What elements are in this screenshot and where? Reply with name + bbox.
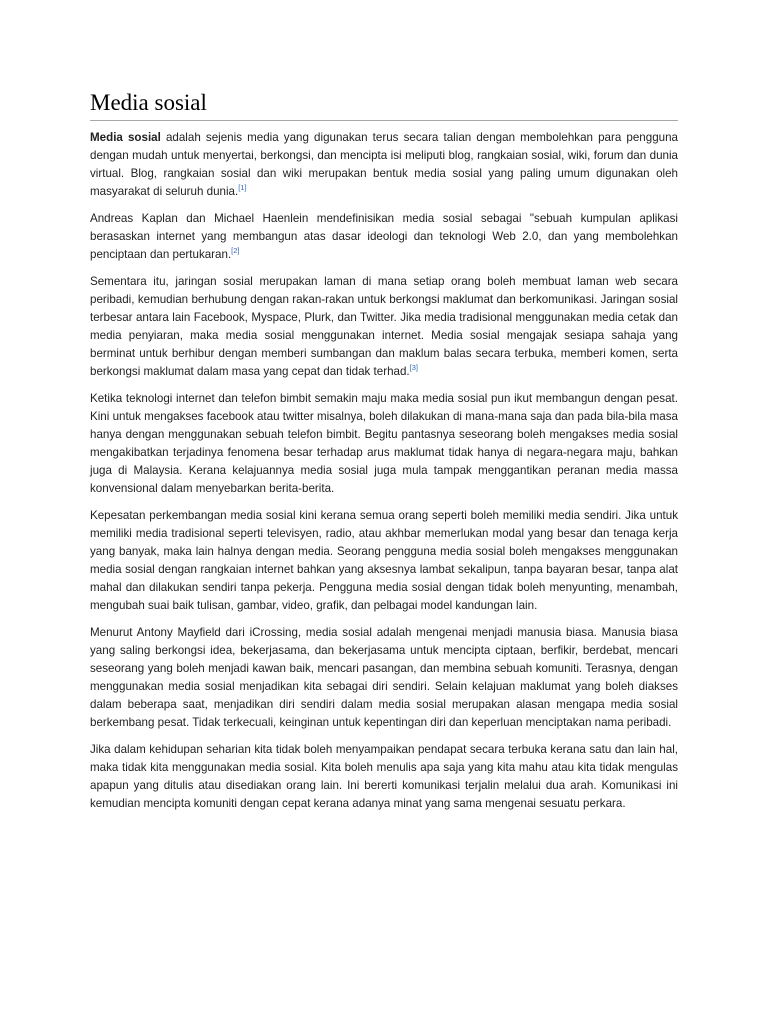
paragraph-text: Jika dalam kehidupan seharian kita tidak boleh menyampaikan pendapat secara terbuka kerana satu dan lain hal, maka tidak kita menggunakan media sosial. Kita boleh menulis apa saja yang kita mahu atau kita tidak mengulas apapun yang ditulis atau disediakan orang lain. Ini bererti komunikasi terjalin melalui dua arah. Komunikasi ini kemudian mencipta komuniti dengan cepat kerana adanya minat yang sama mengenai sesuatu perkara. xyxy=(90,743,678,810)
paragraph-4 xyxy=(90,390,678,498)
article xyxy=(90,88,678,822)
paragraph-3 xyxy=(90,273,678,381)
article-title: Media sosial xyxy=(90,88,678,121)
reference-link[interactable]: [3] xyxy=(409,363,418,373)
article-body xyxy=(90,129,678,813)
reference-link[interactable]: [1] xyxy=(238,183,247,193)
paragraph-text: Kepesatan perkembangan media sosial kini kerana semua orang seperti boleh memiliki media sendiri. Jika untuk memiliki media tradisional seperti televisyen, radio, atau akhbar memerlukan modal yang besar dan tenaga kerja yang banyak, maka lain halnya dengan media. Seorang pengguna media sosial boleh mengakses menggunakan media sosial dengan rangkaian internet bahkan yang aksesnya lambat sekalipun, tanpa bayaran besar, tanpa alat mahal dan dilakukan sendiri tanpa pekerja. Pengguna media sosial dengan tidak boleh menyunting, menambah, mengubah suai baik tulisan, gambar, video, grafik, dan pelbagai model kandungan lain. xyxy=(90,509,678,612)
paragraph-text: Andreas Kaplan dan Michael Haenlein mendefinisikan media sosial sebagai "sebuah kumpulan aplikasi berasaskan internet yang membangun atas dasar ideologi dan teknologi Web 2.0, dan yang membolehkan penciptaan dan pertukaran. xyxy=(90,212,678,261)
paragraph-text: Menurut Antony Mayfield dari iCrossing, media sosial adalah mengenai menjadi manusia biasa. Manusia biasa yang saling berkongsi idea, bekerjasama, dan bekerjasama untuk mencipta ciptaan, berfikir, berdebat, mencari seseorang yang boleh menjadi kawan baik, mencari pasangan, dan membina sebuah komuniti. Terasnya, dengan menggunakan media sosial menjadikan kita sebagai diri sendiri. Selain kelajuan maklumat yang boleh diakses dalam beberapa saat, menjadikan diri sendiri dalam media sosial merupakan alasan mengapa media sosial berkembang pesat. Tidak terkecuali, keinginan untuk kepentingan diri dan keperluan menciptakan nama peribadi. xyxy=(90,626,678,729)
paragraph-1 xyxy=(90,129,678,201)
paragraph-5 xyxy=(90,507,678,615)
reference-link[interactable]: [2] xyxy=(231,246,240,256)
paragraph-6 xyxy=(90,624,678,732)
paragraph-7 xyxy=(90,741,678,813)
paragraph-text: Ketika teknologi internet dan telefon bimbit semakin maju maka media sosial pun ikut membangun dengan pesat. Kini untuk mengakses facebook atau twitter misalnya, boleh dilakukan di mana-mana saja dan pada bila-bila masa hanya dengan menggunakan sebuah telefon bimbit. Begitu pantasnya seseorang boleh mengakses media sosial mengakibatkan terjadinya fenomena besar terhadap arus maklumat tidak hanya di negara-negara maju, bahkan juga di Malaysia. Kerana kelajuannya media sosial juga mula tampak menggantikan peranan media massa konvensional dalam menyebarkan berita-berita. xyxy=(90,392,678,495)
paragraph-text: adalah sejenis media yang digunakan terus secara talian dengan membolehkan para pengguna dengan mudah untuk menyertai, berkongsi, dan mencipta isi meliputi blog, rangkaian sosial, wiki, forum dan dunia virtual. Blog, rangkaian sosial dan wiki merupakan bentuk media sosial yang paling umum digunakan oleh masyarakat di seluruh dunia. xyxy=(90,131,678,198)
paragraph-lead: Media sosial xyxy=(90,131,161,144)
paragraph-2 xyxy=(90,210,678,264)
paragraph-text: Sementara itu, jaringan sosial merupakan laman di mana setiap orang boleh membuat laman web secara peribadi, kemudian berhubung dengan rakan-rakan untuk berkongsi maklumat dan berkomunikasi. Jaringan sosial terbesar antara lain Facebook, Myspace, Plurk, dan Twitter. Jika media tradisional menggunakan media cetak dan media penyiaran, maka media sosial menggunakan internet. Media sosial mengajak sesiapa sahaja yang berminat untuk berhibur dengan memberi sumbangan dan maklum balas secara terbuka, memberi komen, serta berkongsi maklumat dalam masa yang cepat dan tidak terhad. xyxy=(90,275,678,378)
